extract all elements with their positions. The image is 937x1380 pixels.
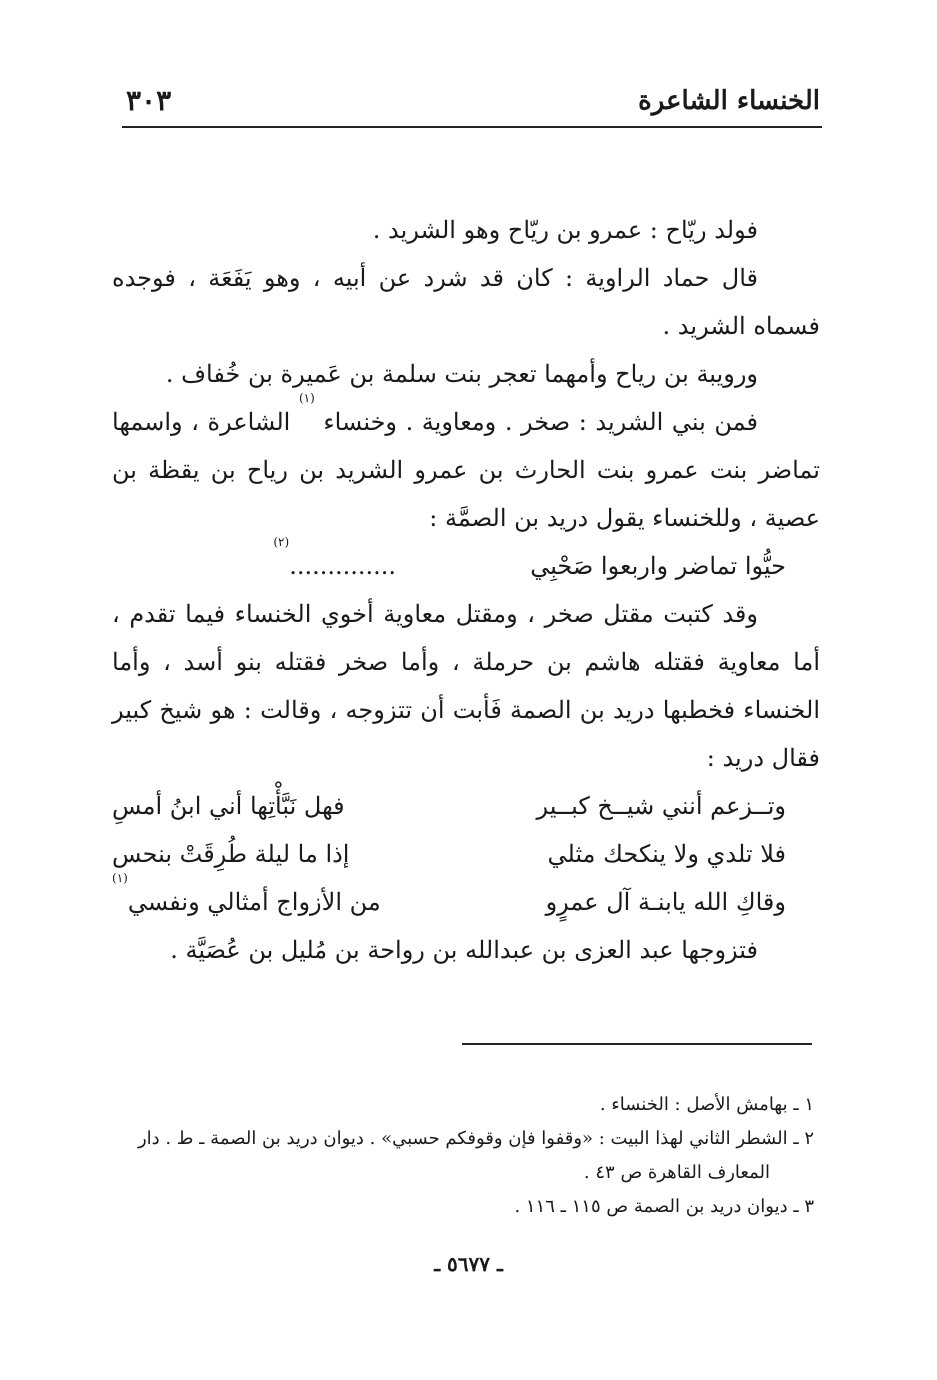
verse-second-text: من الأزواج أمثالي ونفسي xyxy=(127,888,381,916)
verse-hemistich-first: فلا تلدي ولا ينكحك مثلي xyxy=(547,840,786,868)
folio-number: ـ ٥٦٧٧ ـ xyxy=(434,1252,503,1276)
footnote-marker-2: (٢) xyxy=(273,535,290,549)
footnote-separator xyxy=(462,1043,812,1045)
paragraph-ruwayba: ورويبة بن رياح وأمهما تعجر بنت سلمة بن عَميرة بن خُفاف . xyxy=(165,360,758,388)
page-number: ٣٠٣ xyxy=(126,84,172,117)
main-text xyxy=(112,206,820,974)
footnotes xyxy=(100,1088,820,1224)
running-title: الخنساء الشاعرة xyxy=(638,86,820,116)
paragraph-line1: فولد ريّاح : عمرو بن ريّاح وهو الشريد . xyxy=(372,216,758,244)
verse-line xyxy=(112,830,820,878)
verse-single xyxy=(112,535,820,590)
verse-line xyxy=(112,871,820,926)
footnote-2: ٢ ـ الشطر الثاني لهذا البيت : «وقفوا فإن وقوفكم حسبي» . ديوان دريد بن الصمة ـ ط . دار xyxy=(137,1128,814,1149)
verse-single-hemistich: حيُّوا تماضر واربعوا صَحْبِي xyxy=(530,552,786,580)
verse-single-dots xyxy=(273,535,396,590)
bani-sharid-text-a: فمن بني الشريد : صخر . ومعاوية . وخنساء xyxy=(323,408,758,436)
verse-hemistich-first: وتــزعم أنني شيــخ كبــير xyxy=(536,792,786,820)
footnote-2-continuation: المعارف القاهرة ص ٤٣ . xyxy=(583,1162,770,1183)
paragraph-bani-sharid xyxy=(112,391,820,542)
bani-sharid-text-b: الشاعرة ، واسمها تماضر بنت عمرو بنت الحارث بن عمرو الشريد بن رياح بن يقظة بن عصية ، وللخنساء يقول دريد بن الصمَّة : xyxy=(112,408,820,532)
verse-hemistich-first: وقاكِ الله يابنـة آل عمرٍو xyxy=(545,888,786,916)
paragraph-maqtal: وقد كتبت مقتل صخر ، ومقتل معاوية أخوي الخنساء فيما تقدم ، أما معاوية فقتله هاشم بن حرملة ، وأما صخر فقتله بنو أسد ، وأما الخنساء فخطبها دريد بن الصمة فَأبت أن تتزوجه ، وقالت : هو شيخ كبير فقال دريد : xyxy=(112,600,821,772)
verse-hemistich-second xyxy=(112,871,456,926)
paragraph-marriage: فتزوجها عبد العزى بن عبدالله بن رواحة بن مُليل بن عُصَيَّة . xyxy=(170,936,758,964)
footnote-1: ١ ـ بهامش الأصل : الخنساء . xyxy=(599,1094,814,1115)
verse-line xyxy=(112,782,820,830)
paragraph-hammad: قال حماد الراوية : كان قد شرد عن أبيه ، وهو يَفَعَة ، فوجده فسماه الشريد . xyxy=(112,264,820,340)
verse-dots-text: .............. xyxy=(289,552,396,580)
footnote-marker-3: (١) xyxy=(112,871,128,885)
footnote-3: ٣ ـ ديوان دريد بن الصمة ص ١١٥ ـ ١١٦ . xyxy=(514,1196,814,1217)
running-header xyxy=(122,84,822,128)
verse-hemistich-second: إذا ما ليلة طُرِقَتْ بنحس xyxy=(112,840,350,868)
footnote-marker-1: (١) xyxy=(298,391,315,405)
verse-hemistich-second: فهل نَبَّأْتِها أني ابنُ أمسِ xyxy=(112,792,345,820)
